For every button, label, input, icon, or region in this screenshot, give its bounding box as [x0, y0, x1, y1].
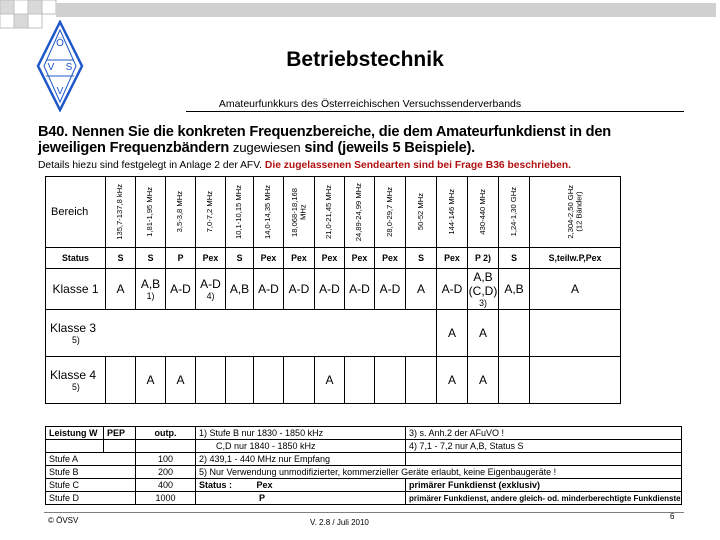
question-text: [38, 124, 688, 156]
power-header-leistung: Leistung W: [46, 427, 104, 440]
klasse3-label: Klasse 3: [50, 321, 97, 335]
status-label: Status: [46, 248, 106, 269]
status-cell: Pex: [315, 248, 345, 269]
status-cell: P 2): [468, 248, 499, 269]
status-text-p: primärer Funkdienst, andere gleich- od. minderberechtigte Funkdienste: [406, 492, 682, 505]
band-cell: 2,304-2,50 GHz (12 Bänder): [530, 177, 621, 248]
status-cell: S: [406, 248, 437, 269]
stufe-label: Stufe A: [46, 453, 136, 466]
band-cell: 1,24-1,30 GHz: [499, 177, 530, 248]
status-cell: S: [136, 248, 166, 269]
band-cell: 3,5-3,8 MHz: [166, 177, 196, 248]
logo-letter: Ö: [56, 38, 64, 49]
table-row-klasse4: [46, 357, 621, 404]
status-cell: S: [106, 248, 136, 269]
klasse4-cell: A: [315, 357, 345, 404]
page-number: 6: [670, 512, 675, 521]
status-legend-label: Status :: [199, 480, 233, 490]
band-cell: 18,068-18,168 MHz: [284, 177, 315, 248]
klasse4-cell: [375, 357, 406, 404]
logo-letter: V: [47, 62, 55, 73]
question-line-1: B40. Nennen Sie die konkreten Frequenzbereiche, die dem Amateurfunkdienst in den: [38, 124, 612, 140]
band-cell: 21,0-21,45 MHz: [315, 177, 345, 248]
power-row-b: [46, 466, 682, 479]
band-table: [45, 176, 621, 404]
power-table: [45, 426, 682, 505]
power-header-row: [46, 427, 682, 440]
power-row-c: [46, 479, 682, 492]
klasse1-cell: A-D: [254, 269, 284, 310]
footnote-1b: C,D nur 1840 - 1850 kHz: [196, 440, 406, 453]
klasse3-cell: [499, 310, 530, 357]
band-cell: 1,81-1,95 MHz: [136, 177, 166, 248]
klasse1-cell: A: [530, 269, 621, 310]
footnote-empty: [406, 453, 682, 466]
status-cell: S,teilw.P,Pex: [530, 248, 621, 269]
band-cell: 50-52 MHz: [406, 177, 437, 248]
klasse4-cell: [196, 357, 226, 404]
footnote-3: 3) s. Anh.2 der AFuVO !: [406, 427, 682, 440]
status-cell: P: [166, 248, 196, 269]
status-code-pex: Pex: [256, 480, 273, 490]
klasse3-cell: A: [437, 310, 468, 357]
status-cell: Pex: [345, 248, 375, 269]
power-row-a: [46, 453, 682, 466]
stufe-label: Stufe D: [46, 492, 136, 505]
klasse4-cell: [530, 357, 621, 404]
power-header-outp: outp.: [136, 427, 196, 440]
stufe-value: 1000: [136, 492, 196, 505]
klasse4-cell: [406, 357, 437, 404]
klasse1-cell: A-D: [345, 269, 375, 310]
klasse4-cell: A: [437, 357, 468, 404]
question-note: [38, 160, 698, 171]
status-cell: Pex: [375, 248, 406, 269]
status-code-cell: [196, 492, 406, 505]
power-empty-cell: [104, 440, 136, 453]
bereich-label: Bereich: [46, 177, 106, 248]
question-line-2b: zugewiesen: [232, 140, 301, 155]
klasse4-cell: [284, 357, 315, 404]
klasse3-label-cell: [46, 310, 437, 357]
stufe-value: 400: [136, 479, 196, 492]
klasse3-cell: [530, 310, 621, 357]
klasse4-cell: [106, 357, 136, 404]
header-divider: [186, 111, 684, 112]
klasse1-cell: A,B: [499, 269, 530, 310]
footer-copyright: © ÖVSV: [48, 516, 79, 525]
klasse4-note: 5): [72, 382, 80, 392]
klasse1-cell: A-D: [375, 269, 406, 310]
klasse4-cell: [499, 357, 530, 404]
stufe-value: 200: [136, 466, 196, 479]
logo-letter: V: [56, 86, 64, 97]
footer-divider: [44, 512, 684, 513]
table-row-bereich: [46, 177, 621, 248]
question-line-2a: jeweiligen Frequenzbändern: [38, 140, 230, 156]
logo-letter: S: [65, 62, 73, 73]
band-cell: 14,0-14,35 MHz: [254, 177, 284, 248]
klasse1-cell: A-D: [315, 269, 345, 310]
status-cell: Pex: [196, 248, 226, 269]
table-row-status: [46, 248, 621, 269]
klasse1-cell: A: [106, 269, 136, 310]
footnote-4: 4) 7,1 - 7,2 nur A,B, Status S: [406, 440, 682, 453]
footnote-1: 1) Stufe B nur 1830 - 1850 kHz: [196, 427, 406, 440]
footer-version: V. 2.8 / Juli 2010: [310, 518, 369, 527]
klasse4-cell: A: [468, 357, 499, 404]
note-red: Die zugelassenen Sendearten sind bei Frage B36 beschrieben.: [264, 160, 572, 171]
question-line-2c: sind (jeweils 5 Beispiele).: [304, 140, 476, 156]
power-row-d: [46, 492, 682, 505]
band-cell: 10,1-10,15 MHz: [226, 177, 254, 248]
status-legend-cell: [196, 479, 406, 492]
klasse1-cell: A-D 4): [196, 269, 226, 310]
footnote-2: 2) 439,1 - 440 MHz nur Empfang: [196, 453, 406, 466]
klasse3-cell: A: [468, 310, 499, 357]
status-cell: S: [499, 248, 530, 269]
klasse1-label: Klasse 1: [46, 269, 106, 310]
power-empty-cell: [46, 440, 104, 453]
footnote-5: 5) Nur Verwendung unmodifizierter, kommerzieller Geräte erlaubt, keine Eigenbaugeräte !: [196, 466, 682, 479]
band-cell: 144-146 MHz: [437, 177, 468, 248]
band-cell: 28,0-29,7 MHz: [375, 177, 406, 248]
band-cell: 7,0-7,2 MHz: [196, 177, 226, 248]
header-decoration: [0, 0, 720, 30]
klasse1-cell: A,B (C,D) 3): [468, 270, 498, 308]
klasse1-cell: A,B: [226, 269, 254, 310]
power-empty-cell: [136, 440, 196, 453]
stufe-label: Stufe C: [46, 479, 136, 492]
status-cell: Pex: [254, 248, 284, 269]
power-blank-row: [46, 440, 682, 453]
stufe-value: 100: [136, 453, 196, 466]
klasse4-label: Klasse 4: [50, 368, 97, 382]
klasse1-cell: A-D: [437, 269, 468, 310]
klasse1-cell: A-D: [284, 269, 315, 310]
status-code-p: P: [259, 493, 266, 503]
klasse1-cell: A: [406, 269, 437, 310]
klasse4-cell: A: [136, 357, 166, 404]
klasse3-note: 5): [72, 335, 80, 345]
klasse4-cell: A: [166, 357, 196, 404]
status-cell: Pex: [284, 248, 315, 269]
klasse4-cell: [254, 357, 284, 404]
status-cell: S: [226, 248, 254, 269]
table-row-klasse1: [46, 269, 621, 310]
band-cell: 24,89-24,99 MHz: [345, 177, 375, 248]
power-header-pep: PEP: [104, 427, 136, 440]
table-row-klasse3: [46, 310, 621, 357]
band-cell: 135,7-137,8 kHz: [106, 177, 136, 248]
status-text-pex: primärer Funkdienst (exklusiv): [406, 479, 682, 492]
band-cell: 430-440 MHz: [468, 177, 499, 248]
stufe-label: Stufe B: [46, 466, 136, 479]
klasse4-label-cell: [46, 357, 106, 404]
klasse1-cell: A,B 1): [136, 269, 166, 310]
page-subtitle: Amateurfunkkurs des Österreichischen Versuchssenderverbands: [218, 98, 522, 110]
klasse4-cell: [345, 357, 375, 404]
status-cell: Pex: [437, 248, 468, 269]
klasse4-cell: [226, 357, 254, 404]
klasse1-cell: A-D: [166, 269, 196, 310]
note-plain: Details hiezu sind festgelegt in Anlage 2 der AFV.: [38, 160, 263, 171]
page-title: Betriebstechnik: [286, 48, 444, 71]
